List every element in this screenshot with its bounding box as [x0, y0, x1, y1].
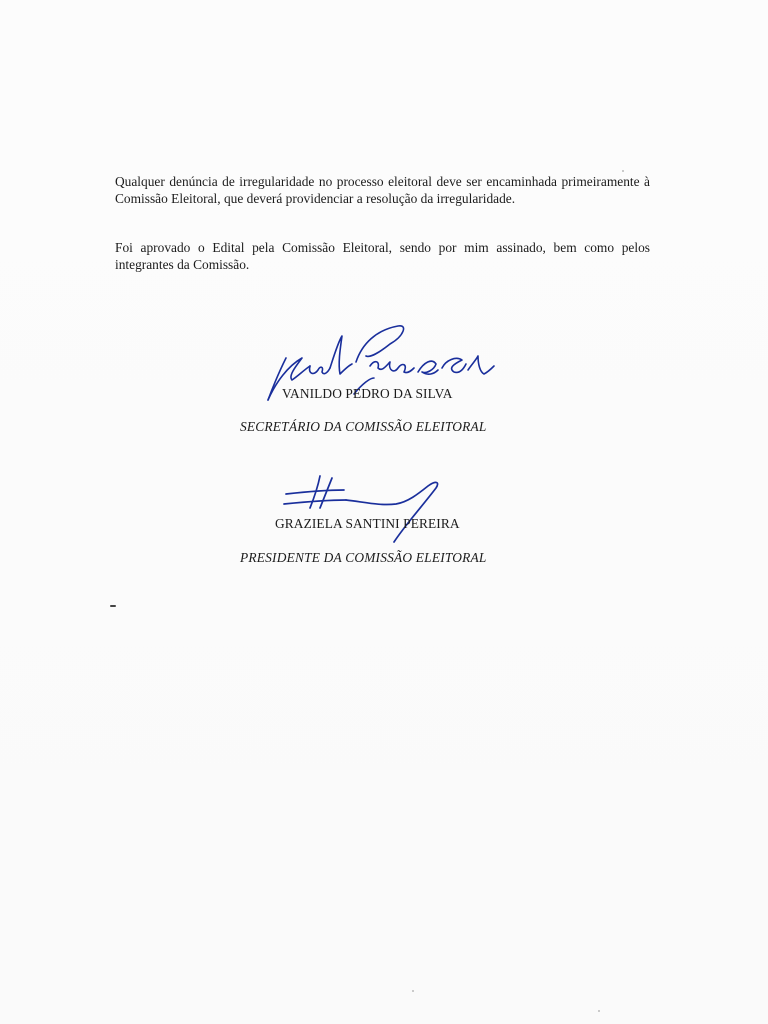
- scan-speck: [110, 605, 116, 607]
- signatory-role: SECRETÁRIO DA COMISSÃO ELEITORAL: [240, 419, 487, 434]
- signatory-role: PRESIDENTE DA COMISSÃO ELEITORAL: [240, 550, 487, 565]
- scan-speck: [598, 1010, 600, 1012]
- signatory-name: GRAZIELA SANTINI PEREIRA: [275, 516, 460, 531]
- paragraph-approval: Foi aprovado o Edital pela Comissão Eleitoral, sendo por mim assinado, bem como pelos integrantes da Comissão.: [115, 240, 650, 272]
- scan-speck: [622, 170, 624, 172]
- handwritten-signature-icon: [280, 474, 450, 544]
- scan-speck: [412, 990, 414, 992]
- signatory-name: VANILDO PEDRO DA SILVA: [282, 386, 453, 401]
- paragraph-complaints: Qualquer denúncia de irregularidade no processo eleitoral deve ser encaminhada primeiramente à Comissão Eleitoral, que deverá providenciar a resolução da irregularidade.: [115, 174, 650, 206]
